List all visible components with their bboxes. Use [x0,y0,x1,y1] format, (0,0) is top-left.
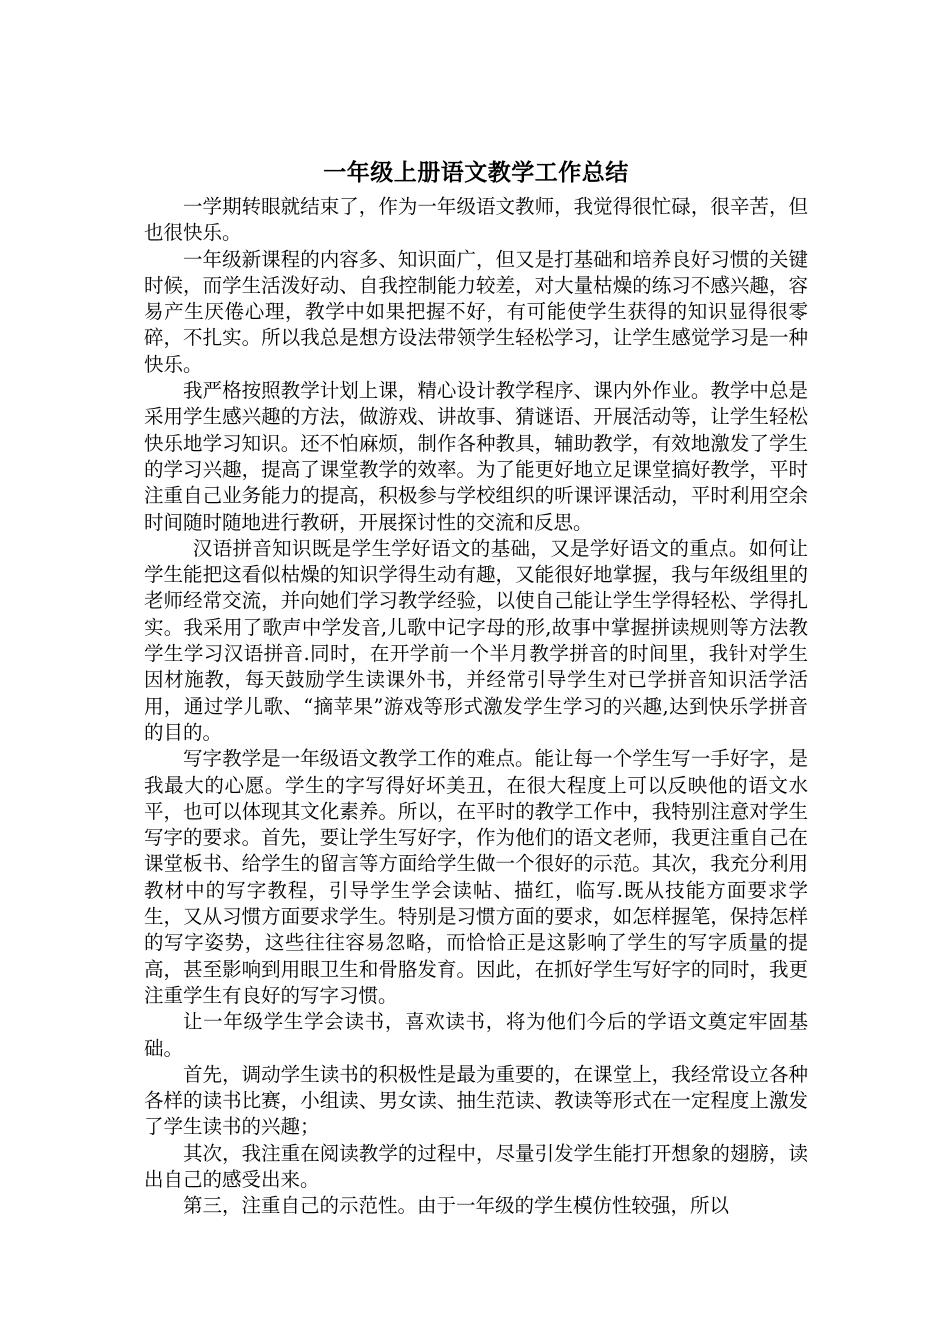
paragraph-reading-second: 其次，我注重在阅读教学的过程中，尽量引发学生能打开想象的翅膀，读出自己的感受出来。 [144,1141,808,1191]
paragraph-reading-intro: 让一年级学生学会读书，喜欢读书，将为他们今后的学语文奠定牢固基础。 [144,1010,808,1060]
paragraph-new-curriculum: 一年级新课程的内容多、知识面广，但又是打基础和培养良好习惯的关键时候，而学生活泼好动、自我控制能力较差，对大量枯燥的练习不感兴趣，容易产生厌倦心理，教学中如果把握不好，有可能使学生获得的知识显得很零碎，不扎实。所以我总是想方设法带领学生轻松学习，让学生感觉学习是一种快乐。 [144,247,808,376]
paragraph-writing: 写字教学是一年级语文教学工作的难点。能让每一个学生写一手好字，是我最大的心愿。学生的字写得好坏美丑，在很大程度上可以反映他的语文水平，也可以体现其文化素养。所以，在平时的教学工作中，我特别注意对学生写字的要求。首先，要让学生写好字，作为他们的语文老师，我更注重自己在课堂板书、给学生的留言等方面给学生做一个很好的示范。其次，我充分利用教材中的写字教程，引导学生学会读帖、描红，临写.既从技能方面要求学生，又从习惯方面要求学生。特别是习惯方面的要求，如怎样握笔，保持怎样的写字姿势，这些往往容易忽略，而恰恰正是这影响了学生的写字质量的提高，甚至影响到用眼卫生和骨胳发育。因此，在抓好学生写好字的同时，我更注重学生有良好的写字习惯。 [144,747,808,1007]
paragraph-teaching-plan: 我严格按照教学计划上课，精心设计教学程序、课内外作业。教学中总是采用学生感兴趣的方法，做游戏、讲故事、猜谜语、开展活动等，让学生轻松快乐地学习知识。还不怕麻烦，制作各种教具，辅助教学，有效地激发了学生的学习兴趣，提高了课堂教学的效率。为了能更好地立足课堂搞好教学，平时注重自己业务能力的提高，积极参与学校组织的听课评课活动，平时利用空余时间随时随地进行教研，开展探讨性的交流和反思。 [144,379,808,534]
paragraph-pinyin: 汉语拼音知识既是学生学好语文的基础，又是学好语文的重点。如何让学生能把这看似枯燥的知识学得生动有趣，又能很好地掌握，我与年级组里的老师经常交流，并向她们学习教学经验，以使自己能让学生学得轻松、学得扎实。我采用了歌声中学发音,儿歌中记字母的形,故事中掌握拼读规则等方法教学生学习汉语拼音.同时，在开学前一个半月教学拼音的时间里，我针对学生因材施教，每天鼓励学生读课外书，并经常引导学生对已学拼音知识活学活用，通过学儿歌、“摘苹果”游戏等形式激发学生学习的兴趣,达到快乐学拼音的目的。 [144,536,808,744]
paragraph-reading-third: 第三，注重自己的示范性。由于一年级的学生模仿性较强，所以 [183,1194,730,1218]
paragraph-intro: 一学期转眼就结束了，作为一年级语文教师，我觉得很忙碌，很辛苦，但也很快乐。 [144,195,808,245]
paragraph-reading-first: 首先，调动学生读书的积极性是最为重要的，在课堂上，我经常设立各种各样的读书比赛，小组读、男女读、抽生范读、教读等形式在一定程度上激发了学生读书的兴趣； [144,1062,808,1139]
document-title: 一年级上册语文教学工作总结 [323,159,629,186]
document-page [144,156,808,1220]
